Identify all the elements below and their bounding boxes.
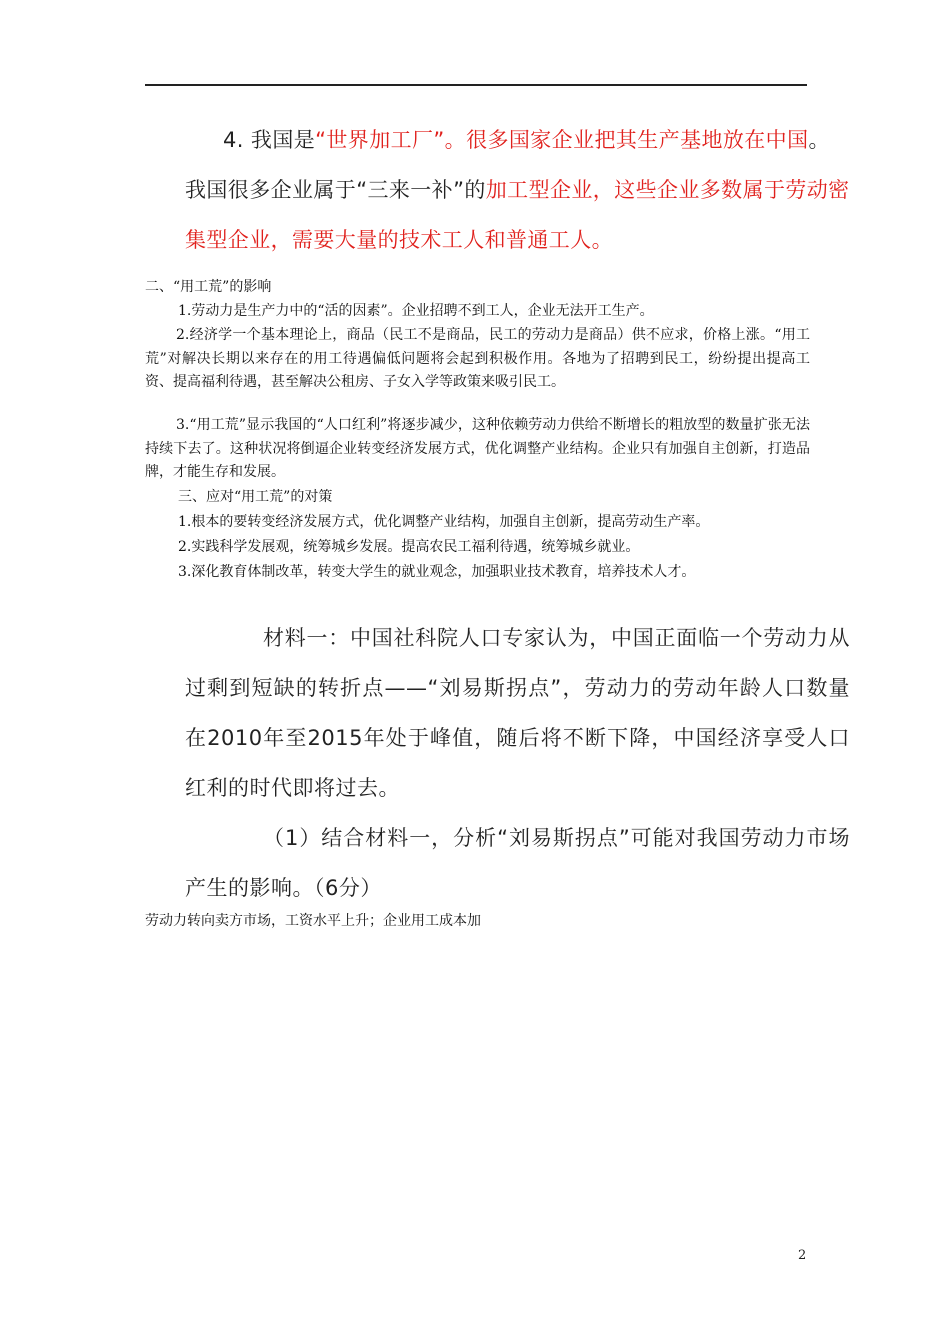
section-2-item-1: 1.劳动力是生产力中的“活的因素”。企业招聘不到工人，企业无法开工生产。: [178, 303, 654, 319]
point-4-red-2: 加工型企业，这些企业多数属于劳动密集型企业，需要大量的技术工人和普通工人。: [185, 178, 850, 252]
question-1: （1）结合材料一，分析“刘易斯拐点”可能对我国劳动力市场产生的影响。（6分）: [185, 826, 850, 900]
header-rule: [145, 84, 807, 86]
point-4-text-2: 我国很多企业属于“三来一补”的: [185, 178, 486, 202]
section-3-heading: 三、应对“用工荒”的对策: [178, 489, 333, 505]
material-1: 材料一：中国社科院人口专家认为，中国正面临一个劳动力从过剩到短缺的转折点——“刘易斯拐点”，劳动力的劳动年龄人口数量在2010年至2015年处于峰值，随后将不断下降，中国经济享受人口红利的时代即将过去。: [185, 626, 850, 800]
point-4-stop: 。: [808, 128, 830, 152]
point-4-lead: 我国是: [250, 128, 316, 152]
section-2-item-3: 3.“用工荒”显示我国的“人口红利”将逐步减少，这种依赖劳动力供给不断增长的粗放型的数量扩张无法持续下去了。这种状况将倒逼企业转变经济发展方式，优化调整产业结构。企业只有加强自主创新，打造品牌，才能生存和发展。: [145, 417, 810, 480]
section-3-item-1: 1.根本的要转变经济发展方式，优化调整产业结构，加强自主创新，提高劳动生产率。: [178, 514, 710, 530]
section-3-item-3: 3.深化教育体制改革，转变大学生的就业观念，加强职业技术教育，培养技术人才。: [178, 564, 696, 580]
section-2-item-2: 2.经济学一个基本理论上，商品（民工不是商品，民工的劳动力是商品）供不应求，价格上涨。“用工荒”对解决长期以来存在的用工待遇偏低问题将会起到积极作用。各地为了招聘到民工，纷纷提出提高工资、提高福利待遇，甚至解决公租房、子女入学等政策来吸引民工。: [145, 327, 810, 390]
point-4-number: 4.: [223, 128, 244, 152]
point-4-red-1: “世界加工厂”。很多国家企业把其生产基地放在中国: [315, 128, 809, 152]
answer-text: 劳动力转向卖方市场，工资水平上升；企业用工成本加: [145, 913, 481, 929]
page-number: 2: [798, 1248, 807, 1263]
point-4: [185, 115, 850, 265]
section-2-heading: 二、“用工荒”的影响: [145, 279, 272, 295]
section-3-item-2: 2.实践科学发展观，统筹城乡发展。提高农民工福利待遇，统筹城乡就业。: [178, 539, 640, 555]
